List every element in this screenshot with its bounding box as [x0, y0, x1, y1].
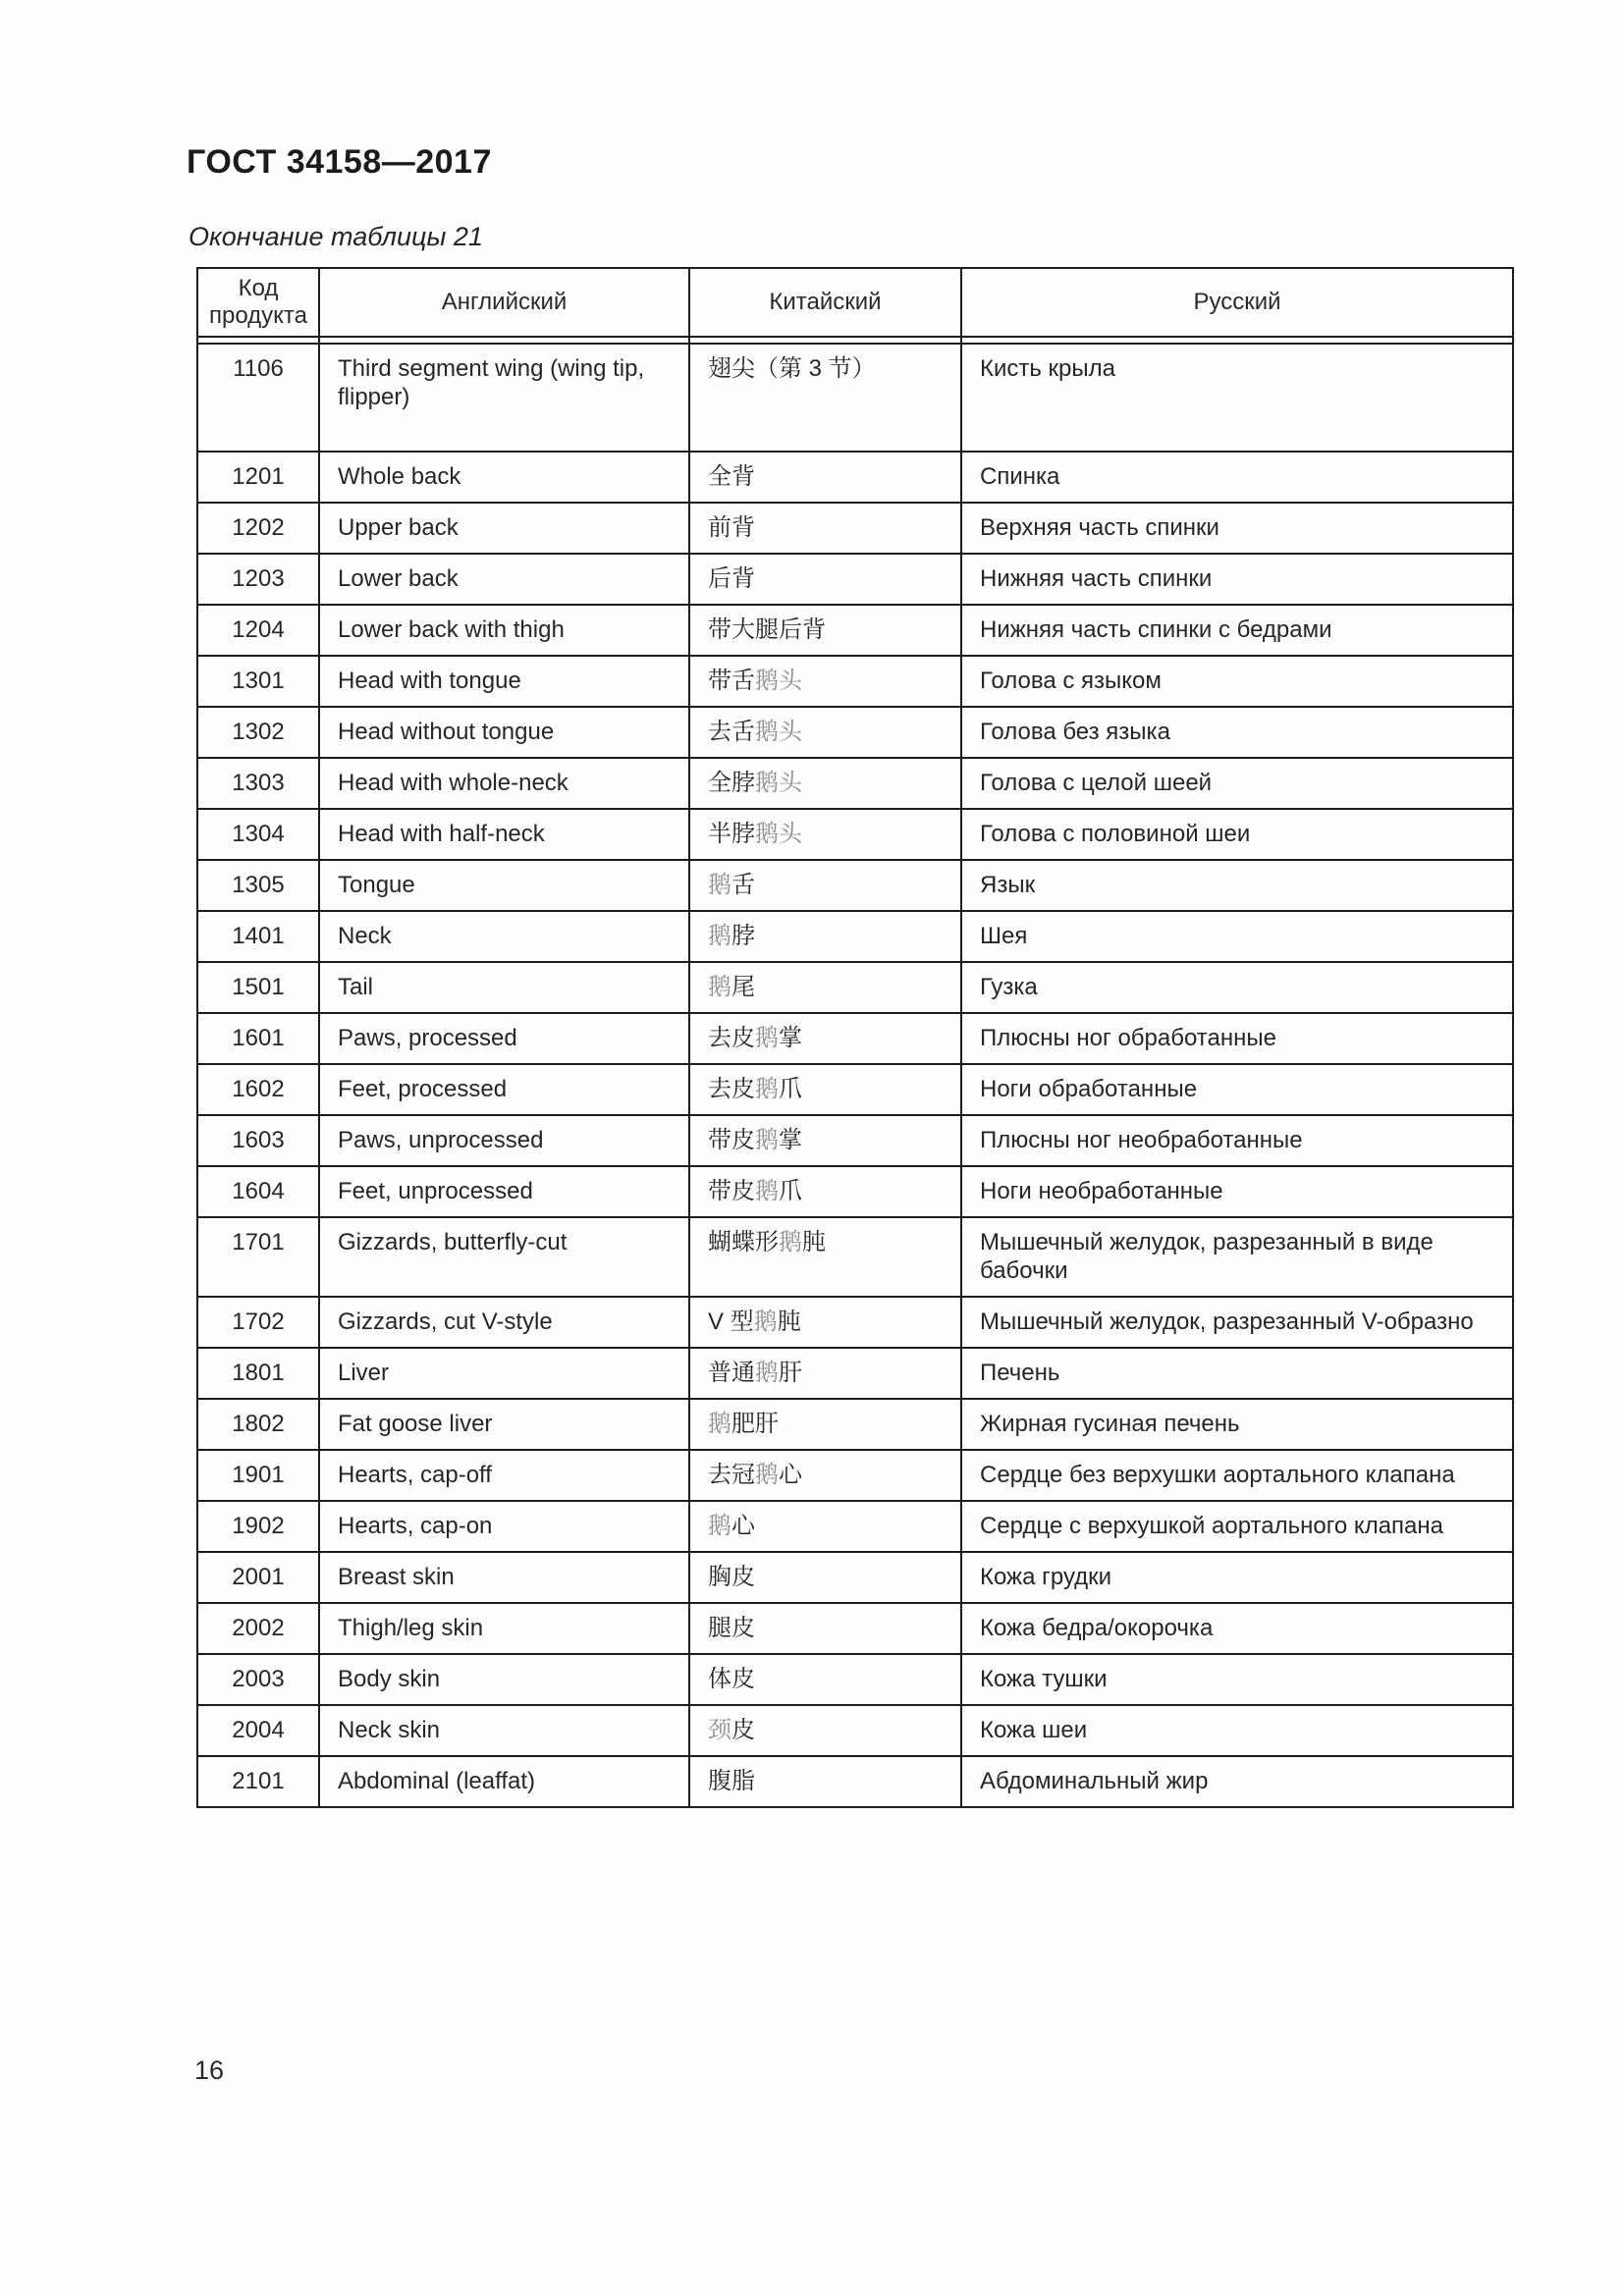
- cell-english: Paws, processed: [319, 1013, 689, 1064]
- cell-english: Gizzards, cut V-style: [319, 1297, 689, 1348]
- table-row: [197, 1552, 1513, 1603]
- table-row: [197, 1348, 1513, 1399]
- cell-chinese: 普通鹅肝: [689, 1348, 961, 1399]
- cell-english: Gizzards, butterfly-cut: [319, 1217, 689, 1297]
- cell-product-code: 2002: [197, 1603, 319, 1654]
- cell-chinese: 鹅心: [689, 1501, 961, 1552]
- table-row: [197, 1501, 1513, 1552]
- cell-english: Head without tongue: [319, 707, 689, 758]
- cell-product-code: 1901: [197, 1450, 319, 1501]
- cell-russian: Сердце без верхушки аортального клапана: [961, 1450, 1513, 1501]
- cell-english: Abdominal (leaffat): [319, 1756, 689, 1807]
- cell-english: Lower back: [319, 554, 689, 605]
- cell-english: Head with half-neck: [319, 809, 689, 860]
- cell-chinese: 翅尖（第 3 节）: [689, 344, 961, 452]
- cell-chinese: 全脖鹅头: [689, 758, 961, 809]
- cell-chinese: 腿皮: [689, 1603, 961, 1654]
- table-header-row: [197, 268, 1513, 337]
- table-row: [197, 962, 1513, 1013]
- table-row: [197, 1064, 1513, 1115]
- cell-product-code: 1202: [197, 503, 319, 554]
- table-row: [197, 452, 1513, 503]
- cell-product-code: 1501: [197, 962, 319, 1013]
- cell-product-code: 1702: [197, 1297, 319, 1348]
- cell-english: Tail: [319, 962, 689, 1013]
- table-body: [197, 337, 1513, 1807]
- cell-product-code: 1601: [197, 1013, 319, 1064]
- table-row: [197, 1756, 1513, 1807]
- cell-chinese: 腹脂: [689, 1756, 961, 1807]
- cell-product-code: 1204: [197, 605, 319, 656]
- doc-number: ГОСТ 34158—2017: [187, 143, 492, 181]
- cell-russian: Мышечный желудок, разрезанный в виде бабочки: [961, 1217, 1513, 1297]
- cell-russian: Шея: [961, 911, 1513, 962]
- cell-russian: Голова без языка: [961, 707, 1513, 758]
- table-row: [197, 809, 1513, 860]
- table-row: [197, 707, 1513, 758]
- table-row: [197, 605, 1513, 656]
- cell-chinese: 颈皮: [689, 1705, 961, 1756]
- cell-product-code: 2101: [197, 1756, 319, 1807]
- cell-russian: Ноги необработанные: [961, 1166, 1513, 1217]
- column-header-product-code: Код продукта: [197, 268, 319, 337]
- cell-chinese: 蝴蝶形鹅肫: [689, 1217, 961, 1297]
- cell-chinese: V 型鹅肫: [689, 1297, 961, 1348]
- cell-russian: Голова с целой шеей: [961, 758, 1513, 809]
- cell-chinese: 去皮鹅爪: [689, 1064, 961, 1115]
- cell-english: Head with tongue: [319, 656, 689, 707]
- cell-english: Paws, unprocessed: [319, 1115, 689, 1166]
- cell-english: Neck skin: [319, 1705, 689, 1756]
- cell-russian: Кожа бедра/окорочка: [961, 1603, 1513, 1654]
- cell-product-code: 1106: [197, 344, 319, 452]
- cell-chinese: 带舌鹅头: [689, 656, 961, 707]
- cell-product-code: 2001: [197, 1552, 319, 1603]
- cell-russian: Гузка: [961, 962, 1513, 1013]
- cell-english: Feet, unprocessed: [319, 1166, 689, 1217]
- cell-russian: Нижняя часть спинки: [961, 554, 1513, 605]
- table-row: [197, 860, 1513, 911]
- cell-product-code: 1401: [197, 911, 319, 962]
- cell-chinese: 带大腿后背: [689, 605, 961, 656]
- table-row: [197, 1399, 1513, 1450]
- cell-russian: Язык: [961, 860, 1513, 911]
- cell-chinese: 胸皮: [689, 1552, 961, 1603]
- cell-chinese: 全背: [689, 452, 961, 503]
- cell-russian: Нижняя часть спинки с бедрами: [961, 605, 1513, 656]
- cell-russian: Абдоминальный жир: [961, 1756, 1513, 1807]
- cell-russian: Кожа тушки: [961, 1654, 1513, 1705]
- table-row: [197, 554, 1513, 605]
- table-row: [197, 911, 1513, 962]
- cell-product-code: 1302: [197, 707, 319, 758]
- cell-chinese: 鹅脖: [689, 911, 961, 962]
- cell-product-code: 1902: [197, 1501, 319, 1552]
- cell-english: Breast skin: [319, 1552, 689, 1603]
- table-row: [197, 656, 1513, 707]
- cell-product-code: 1301: [197, 656, 319, 707]
- cell-english: Neck: [319, 911, 689, 962]
- cell-russian: Верхняя часть спинки: [961, 503, 1513, 554]
- cell-product-code: 1602: [197, 1064, 319, 1115]
- cell-russian: Голова с языком: [961, 656, 1513, 707]
- cell-english: Hearts, cap-off: [319, 1450, 689, 1501]
- cell-russian: Мышечный желудок, разрезанный V-образно: [961, 1297, 1513, 1348]
- column-header-russian: Русский: [961, 268, 1513, 337]
- cell-chinese: 半脖鹅头: [689, 809, 961, 860]
- cell-russian: Кожа грудки: [961, 1552, 1513, 1603]
- cell-product-code: 1305: [197, 860, 319, 911]
- cell-product-code: 1303: [197, 758, 319, 809]
- cell-english: Liver: [319, 1348, 689, 1399]
- cell-chinese: 鹅肥肝: [689, 1399, 961, 1450]
- cell-russian: Плюсны ног обработанные: [961, 1013, 1513, 1064]
- cell-product-code: 2004: [197, 1705, 319, 1756]
- cell-russian: Голова с половиной шеи: [961, 809, 1513, 860]
- cell-english: Upper back: [319, 503, 689, 554]
- cell-english: Fat goose liver: [319, 1399, 689, 1450]
- cell-product-code: 1802: [197, 1399, 319, 1450]
- header-separator-rule: [197, 337, 1513, 344]
- table-row: [197, 1166, 1513, 1217]
- cell-product-code: 1604: [197, 1166, 319, 1217]
- table-row: [197, 1217, 1513, 1297]
- cell-english: Lower back with thigh: [319, 605, 689, 656]
- column-header-chinese: Китайский: [689, 268, 961, 337]
- table-row: [197, 503, 1513, 554]
- cell-russian: Ноги обработанные: [961, 1064, 1513, 1115]
- cell-english: Hearts, cap-on: [319, 1501, 689, 1552]
- cell-english: Body skin: [319, 1654, 689, 1705]
- cell-product-code: 1801: [197, 1348, 319, 1399]
- table-row: [197, 1603, 1513, 1654]
- cell-english: Head with whole-neck: [319, 758, 689, 809]
- cell-product-code: 1304: [197, 809, 319, 860]
- cell-chinese: 带皮鹅爪: [689, 1166, 961, 1217]
- cell-product-code: 1603: [197, 1115, 319, 1166]
- cell-chinese: 体皮: [689, 1654, 961, 1705]
- cell-chinese: 带皮鹅掌: [689, 1115, 961, 1166]
- table-row: [197, 1297, 1513, 1348]
- cell-chinese: 去舌鹅头: [689, 707, 961, 758]
- cell-english: Third segment wing (wing tip, flipper): [319, 344, 689, 452]
- page-number: 16: [194, 2056, 225, 2085]
- cell-russian: Спинка: [961, 452, 1513, 503]
- cell-product-code: 1201: [197, 452, 319, 503]
- cell-russian: Сердце с верхушкой аортального клапана: [961, 1501, 1513, 1552]
- cell-russian: Кожа шеи: [961, 1705, 1513, 1756]
- table-row: [197, 344, 1513, 452]
- table-row: [197, 1115, 1513, 1166]
- cell-russian: Кисть крыла: [961, 344, 1513, 452]
- cell-product-code: 2003: [197, 1654, 319, 1705]
- cell-chinese: 前背: [689, 503, 961, 554]
- column-header-english: Английский: [319, 268, 689, 337]
- table-caption: Окончание таблицы 21: [189, 222, 483, 251]
- table-row: [197, 1450, 1513, 1501]
- cell-chinese: 去冠鹅心: [689, 1450, 961, 1501]
- cell-chinese: 去皮鹅掌: [689, 1013, 961, 1064]
- cell-russian: Жирная гусиная печень: [961, 1399, 1513, 1450]
- cell-english: Tongue: [319, 860, 689, 911]
- cell-english: Whole back: [319, 452, 689, 503]
- table-row: [197, 1705, 1513, 1756]
- table-row: [197, 1013, 1513, 1064]
- cell-product-code: 1701: [197, 1217, 319, 1297]
- cell-english: Feet, processed: [319, 1064, 689, 1115]
- cell-chinese: 后背: [689, 554, 961, 605]
- table-row: [197, 1654, 1513, 1705]
- cell-russian: Печень: [961, 1348, 1513, 1399]
- table-row: [197, 758, 1513, 809]
- cell-chinese: 鹅尾: [689, 962, 961, 1013]
- product-codes-table: [196, 267, 1514, 1808]
- cell-product-code: 1203: [197, 554, 319, 605]
- cell-russian: Плюсны ног необработанные: [961, 1115, 1513, 1166]
- cell-english: Thigh/leg skin: [319, 1603, 689, 1654]
- cell-chinese: 鹅舌: [689, 860, 961, 911]
